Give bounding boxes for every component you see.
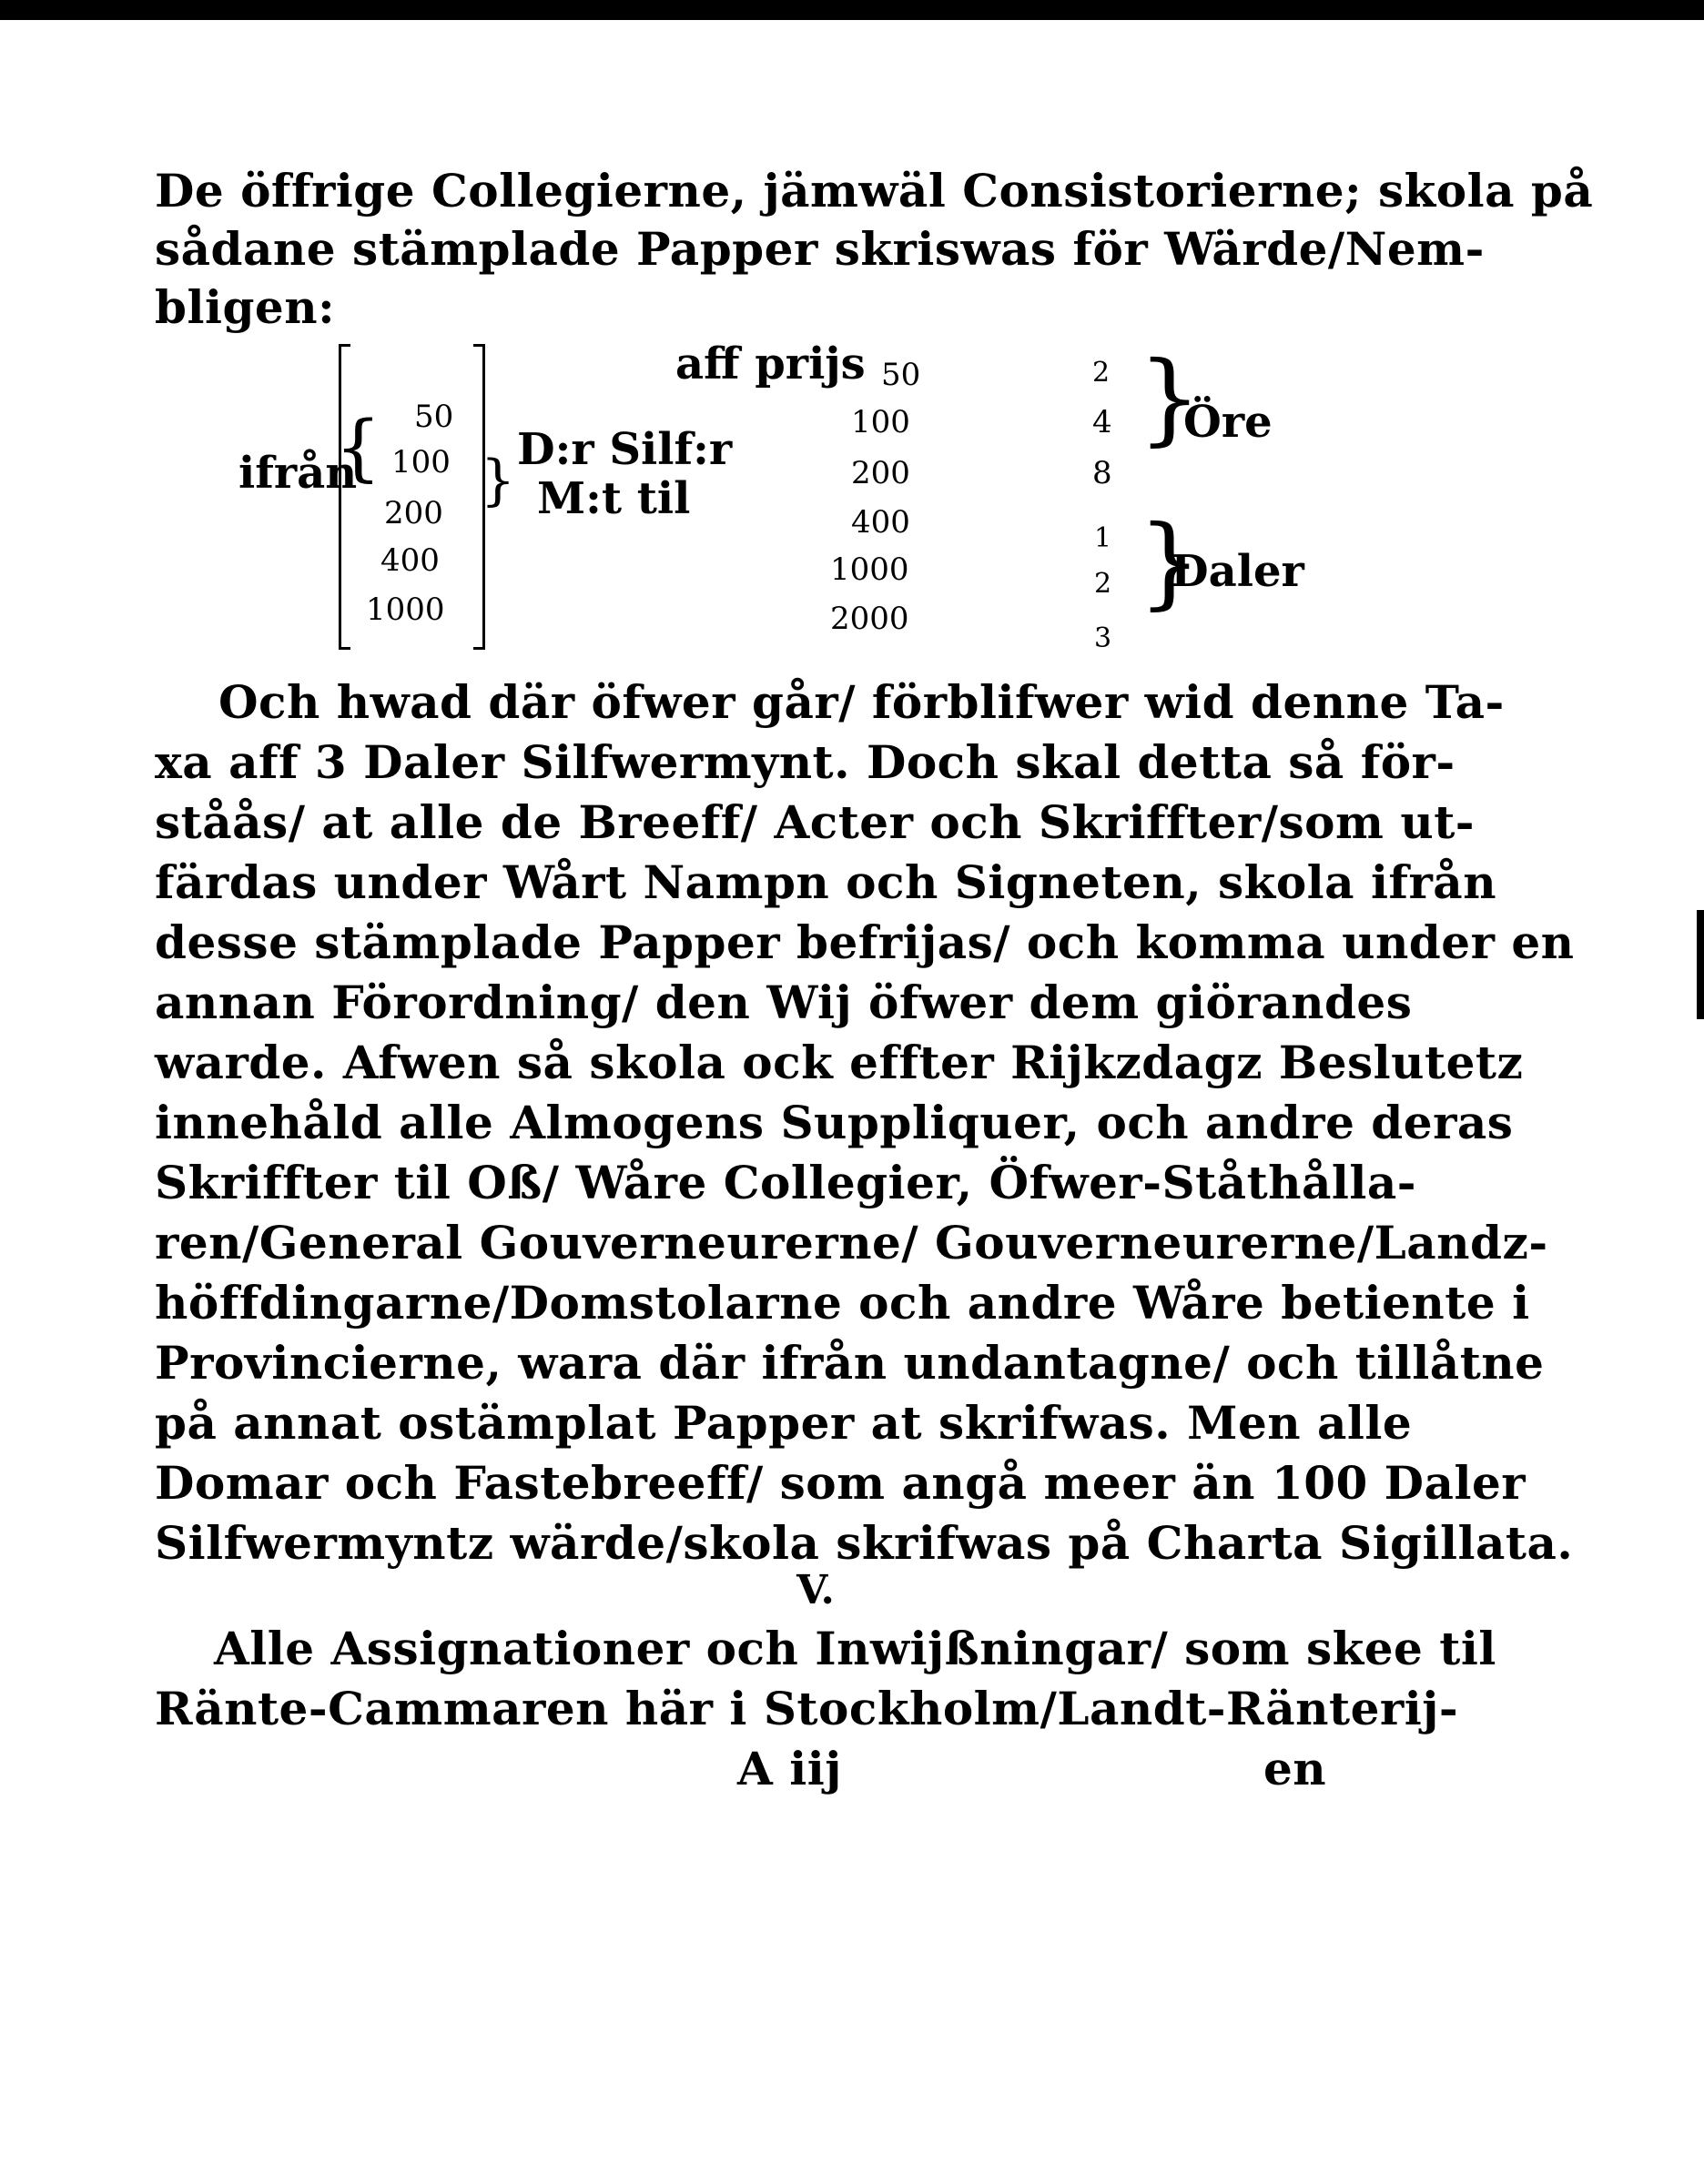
ore-brace: } — [1138, 339, 1202, 456]
body-line-4: färdas under Wårt Nampn och Signeten, skola ifrån — [155, 855, 1497, 909]
fee-value: 3 — [1094, 622, 1112, 654]
body-line-10: ren/General Gouverneurerne/ Gouverneurerne/Landz- — [155, 1216, 1548, 1269]
body-line-3: ståås/ at alle de Breeff/ Acter och Skriffter/som ut- — [155, 795, 1476, 849]
to-value: 400 — [851, 504, 910, 541]
section-number: V. — [796, 1567, 835, 1613]
intro-line-3: bligen: — [155, 280, 336, 334]
body-line-9: Skriffter til Oß/ Wåre Collegier, Öfwer-Ståthålla- — [155, 1156, 1417, 1209]
body-line-2: xa aff 3 Daler Silfwermynt. Doch skal detta så för- — [155, 735, 1456, 789]
body-line-1: Och hwad där öfwer går/ förblifwer wid denne Ta- — [218, 675, 1505, 729]
from-value: 1000 — [366, 592, 445, 628]
fee-value: 1 — [1094, 522, 1112, 554]
body-line-12: Provincierne, wara där ifrån undantagne/ och tillåtne — [155, 1336, 1545, 1390]
left-bracket — [339, 344, 350, 650]
price-label: aff prijs — [675, 339, 866, 389]
from-value: 400 — [380, 542, 440, 579]
to-value: 2000 — [830, 601, 909, 637]
to-value: 1000 — [830, 551, 909, 588]
fee-value: 2 — [1094, 568, 1112, 600]
body-line-5: desse stämplade Papper befrijas/ och komma under en — [155, 915, 1575, 969]
intro-line-2: sådane stämplade Papper skriswas för Wärde/Nem- — [155, 222, 1485, 276]
body-line-14: Domar och Fastebreeff/ som angå meer än 100 Daler — [155, 1456, 1526, 1510]
catchword: en — [1263, 1742, 1327, 1795]
body-line-7: warde. Afwen så skola ock effter Rijkzdagz Beslutetz — [155, 1036, 1524, 1089]
currency-line-2: M:t til — [537, 473, 691, 524]
unit-ore: Öre — [1183, 397, 1273, 448]
body-line-13: på annat ostämplat Papper at skrifwas. Men alle — [155, 1396, 1413, 1450]
from-value: 50 — [414, 399, 454, 435]
from-value: 200 — [384, 495, 443, 531]
to-value: 50 — [881, 357, 921, 393]
section-line-1: Alle Assignationer och Inwijßningar/ som skee til — [214, 1622, 1496, 1675]
fee-value: 2 — [1092, 357, 1111, 389]
to-value: 200 — [851, 455, 910, 491]
body-line-6: annan Förordning/ den Wij öfwer dem giörandes — [155, 976, 1413, 1029]
to-value: 100 — [851, 404, 910, 440]
left-brace: { — [335, 405, 381, 490]
body-line-11: höffdingarne/Domstolarne och andre Wåre betiente i — [155, 1276, 1530, 1330]
body-line-8: innehåld alle Almogens Suppliquer, och andre deras — [155, 1096, 1514, 1149]
table-lead: ifrån — [238, 448, 358, 499]
middle-brace: } — [481, 449, 516, 512]
fee-value: 4 — [1092, 404, 1112, 440]
intro-line-1: De öffrige Collegierne, jämwäl Consistorierne; skola på — [155, 164, 1594, 217]
fee-value: 8 — [1092, 455, 1112, 491]
section-line-2: Ränte-Cammaren här i Stockholm/Landt-Ränterij- — [155, 1682, 1459, 1735]
signature-mark: A iij — [737, 1742, 842, 1795]
from-value: 100 — [391, 444, 451, 480]
currency-line-1: D:r Silf:r — [517, 424, 733, 475]
daler-brace: } — [1138, 503, 1202, 620]
body-line-15: Silfwermyntz wärde/skola skrifwas på Charta Sigillata. — [155, 1516, 1574, 1570]
unit-daler: Daler — [1171, 546, 1304, 597]
